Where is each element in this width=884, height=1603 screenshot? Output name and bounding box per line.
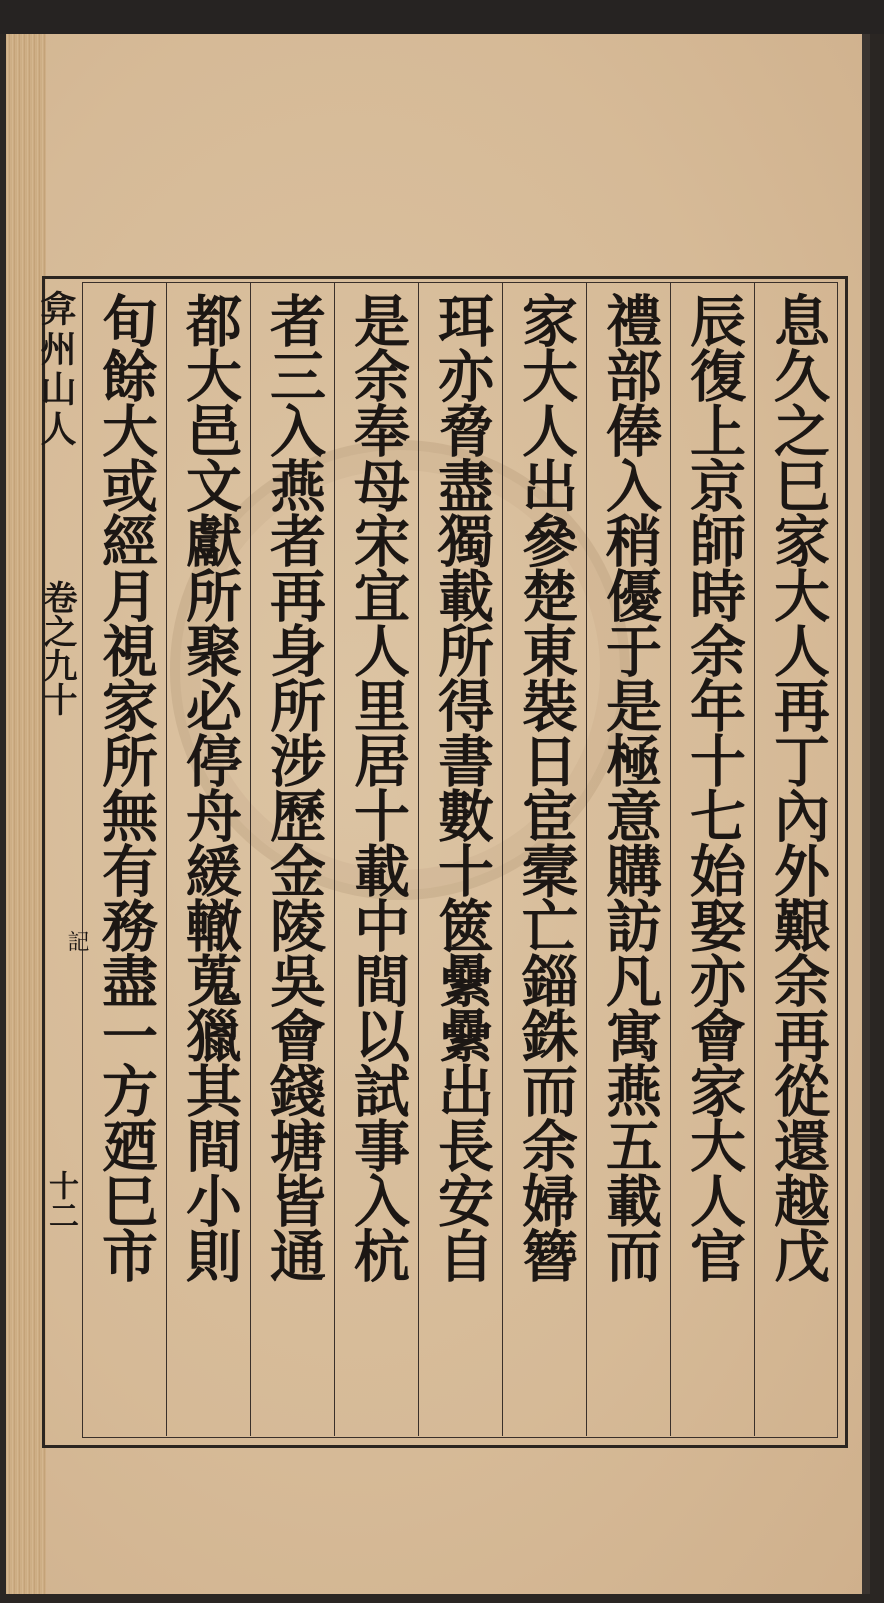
- text-column-7: 者三入燕者再身所涉歷金陵吳會錢塘皆通: [261, 292, 327, 1282]
- section-label: 記: [64, 930, 89, 952]
- text-column-4: 家大人出參楚東裝日宦槖亡錙銖而余婦簪: [513, 292, 579, 1282]
- text-column-2: 辰復上京師時余年十七始娶亦會家大人官: [681, 292, 747, 1282]
- text-column-6: 是余奉母宋宜人里居十載中間以試事入杭: [345, 292, 411, 1282]
- page-stack-edge: [6, 34, 46, 1594]
- column-rule: [670, 282, 671, 1436]
- column-rule: [418, 282, 419, 1436]
- folio-number: 十二: [43, 1170, 78, 1230]
- column-rule: [334, 282, 335, 1436]
- text-column-8: 都大邑文獻所聚必停舟緩轍蒐獵其間小則: [177, 292, 243, 1282]
- text-column-5: 珥亦脅盡獨載所得書數十篋纍纍出長安自: [429, 292, 495, 1282]
- book-title: 弇州山人: [35, 290, 77, 450]
- block-heart-margin: [35, 290, 89, 1440]
- background-strip: [0, 0, 884, 34]
- column-rule: [250, 282, 251, 1436]
- text-column-3: 禮部俸入稍優于是極意購訪凡寓燕五載而: [597, 292, 663, 1282]
- column-rule: [502, 282, 503, 1436]
- page-right-edge: [862, 34, 870, 1594]
- column-rule: [166, 282, 167, 1436]
- column-rule: [754, 282, 755, 1436]
- volume-number: 卷之九十: [37, 580, 77, 716]
- column-rule: [586, 282, 587, 1436]
- text-column-1: 息久之巳家大人再丁內外艱余再從還越戊: [765, 292, 831, 1282]
- text-column-9: 旬餘大或經月視家所無有務盡一方廼巳市: [93, 292, 159, 1282]
